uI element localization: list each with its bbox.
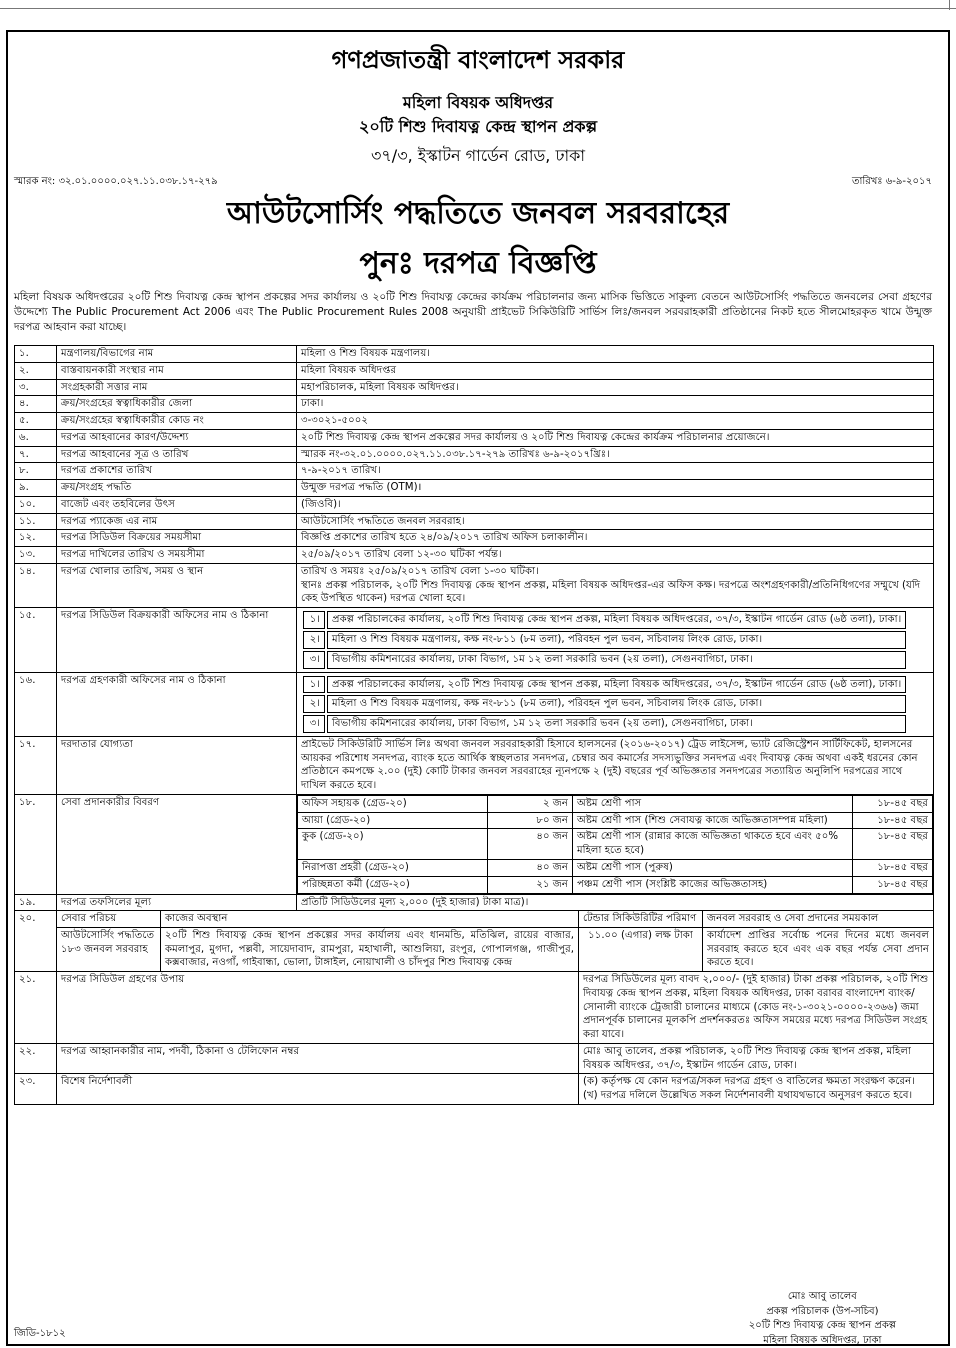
table-row: ১৩. দরপত্র দাখিলের তারিখ ও সময়সীমা ২৫/০৯/২০১৭ তারিখ বেলা ১২-৩০ ঘটিকা পর্যন্ত। — [15, 547, 934, 564]
table-row: ১৫. দরপত্র সিডিউল বিক্রয়কারী অফিসের নাম ও ঠিকানা ১। প্রকল্প পরিচালকের কার্যালয়, ২০টি শিশু দিবাযত্ন কেন্দ্র স্থাপন প্রকল্প, মহিলা বিষয়ক অধিদপ্তরের, ৩৭/৩, ইস্কাটন গার্ডেন রোড (৬ষ্ঠ তলা), ঢাকা। ২। মহিলা ও শিশু বিষয়ক মন্ত্রণালয়, কক্ষ নং-৮১১ (৮ম তলা), পরিবহন পুল ভবন, সচিবালয় লিংক রোড, ঢাকা। ৩। বিভাগীয় কমিশনারের কার্যালয়, ঢাকা বিভাগ, ১ম ১২ তলা সরকারি ভবন (২য় তলা), সেগুনবাগিচা, ঢাকা। — [15, 608, 934, 672]
table-row: ১৪. দরপত্র খোলার তারিখ, সময় ও স্থান তারিখ ও সময়ঃ ২৫/০৯/২০১৭ তারিখ বেলা ১-৩০ ঘটিকা। স্থানঃ প্রকল্প পরিচালক, ২০টি শিশু দিবাযত্ন কেন্দ্র স্থাপন প্রকল্প, মহিলা বিষয়ক অধিদপ্তর-এর অফিস কক্ষ। দরপত্রে অংশগ্রহণকারী/প্রতিনিধিগণের সম্মুখে (যদি কেহ উপস্থিত থাকেন) দরপত্র খোলা হবে। — [15, 563, 934, 607]
staff-table — [297, 795, 933, 894]
staff-row: আয়া (গ্রেড-২০) ৮০ জন অষ্টম শ্রেণী পাস (শিশু সেবাযত্ন কাজে অভিজ্ঞতাসম্পন্ন মহিলা) ১৮-৪৫ বছর — [298, 812, 933, 829]
government-title: গণপ্রজাতন্ত্রী বাংলাদেশ সরকার — [331, 46, 625, 74]
table-row: ১২. দরপত্র সিডিউল বিক্রয়ের সময়সীমা বিজ্ঞপ্তি প্রকাশের তারিখ হতে ২৪/০৯/২০১৭ তারিখ অফিস চলাকালীন। — [15, 530, 934, 547]
top-rule — [0, 8, 956, 9]
notice-title-line2: পুনঃ দরপত্র বিজ্ঞপ্তি — [359, 246, 597, 281]
memo-number: স্মারক নং: ৩২.০১.০০০০.০২৭.১১.০৩৮.১৭-২৭৯ — [14, 176, 218, 187]
table-row: ৭. দরপত্র আহবানের সূত্র ও তারিখ স্মারক নং-৩২.০১.০০০০.০২৭.১১.০৩৮.১৭-২৭৯ তারিখঃ ৬-৯-২০১৭খ্রিঃ। — [15, 446, 934, 463]
staff-row: কুক (গ্রেড-২০) ৪০ জন অষ্টম শ্রেণী পাস (রান্নার কাজে অভিজ্ঞতা থাকতে হবে এবং ৫০% মহিলা হতে হবে) ১৮-৪৫ বছর — [298, 829, 933, 860]
signatory-designation: প্রকল্প পরিচালক (উপ-সচিব) — [766, 1305, 879, 1317]
list-item: ১। প্রকল্প পরিচালকের কার্যালয়, ২০টি শিশু দিবাযত্ন কেন্দ্র স্থাপন প্রকল্প, মহিলা বিষয়ক অধিদপ্তরের, ৩৭/৩, ইস্কাটন গার্ডেন রোড (৬ষ্ঠ তলা), ঢাকা। — [303, 611, 906, 629]
table-row: ৮. দরপত্র প্রকাশের তারিখ ৭-৯-২০১৭ তারিখ। — [15, 463, 934, 480]
corner-mark — [949, 0, 950, 10]
table-row: ১৮. সেবা প্রদানকারীর বিবরণ অফিস সহায়ক (গ্রেড-২০) ২ জন অষ্টম শ্রেণী পাস ১৮-৪৫ বছর আয়া (গ্রেড-২০) ৮০ জন অষ্টম শ্রেণী পাস (শিশু সেবাযত্ন কাজে অভিজ্ঞতাসম্পন্ন মহিলা) ১৮-৪৫ বছর কুক (গ্রেড-২০) ৪০ জন অষ্টম শ্রেণী পাস (রান্নার কাজে অভিজ্ঞতা থাকতে হবে এবং ৫০% মহিলা হতে হবে) ১৮-৪৫ বছর নিরাপত্তা প্রহরী (গ্রেড-২০) ৪০ জন অষ্টম শ্রেণী পাস (পুরুষ) ১৮-৪৫ বছর পরিচ্ছন্নতা কর্মী (গ্রেড-২০) ২১ জন পঞ্চম শ্রেণী পাস (সংশ্লিষ্ট কাজের অভিজ্ঞতাসহ) ১৮-৪৫ বছর — [15, 794, 934, 894]
tender-table-lower — [14, 910, 934, 1105]
table-row: ২২. দরপত্র আহ্বানকারীর নাম, পদবী, ঠিকানা ও টেলিফোন নম্বর মোঃ আবু তালেব, প্রকল্প পরিচালক, ২০টি শিশু দিবাযত্ন কেন্দ্র স্থাপন প্রকল্প, মহিলা বিষয়ক অধিদপ্তর, ৩৭/৩, ইস্কাটন গার্ডেন রোড, ঢাকা। — [15, 1043, 934, 1074]
staff-row: পরিচ্ছন্নতা কর্মী (গ্রেড-২০) ২১ জন পঞ্চম শ্রেণী পাস (সংশ্লিষ্ট কাজের অভিজ্ঞতাসহ) ১৮-৪৫ বছর — [298, 876, 933, 893]
table-row: ৪. ক্রয়/সংগ্রহের স্বত্বাধিকারীর জেলা ঢাকা। — [15, 396, 934, 413]
staff-row: নিরাপত্তা প্রহরী (গ্রেড-২০) ৪০ জন অষ্টম শ্রেণী পাস (পুরুষ) ১৮-৪৫ বছর — [298, 859, 933, 876]
dg-code: জিডি-১৮১২ — [14, 1328, 66, 1339]
project-name: ২০টি শিশু দিবাযত্ন কেন্দ্র স্থাপন প্রকল্প — [358, 117, 598, 136]
notice-title-line1: আউটসোর্সিং পদ্ধতিতে জনবল সরবরাহের — [226, 196, 730, 231]
table-row: ২১. দরপত্র সিডিউল গ্রহণের উপায় দরপত্র সিডিউলের মূল্য বাবদ ২,০০০/- (দুই হাজার) টাকা প্রকল্প পরিচালক, ২০টি শিশু দিবাযত্ন কেন্দ্র স্থাপন প্রকল্প, মহিলা বিষয়ক অধিদপ্তর, ঢাকা বরাবর বাংলাদেশ ব্যাংক/সোনালী ব্যাংকে ট্রেজারী চালানের মাধ্যমে (কোড নং-১-৩০২১-০০০০-২৩৬৬) জমা প্রদানপূর্বক চালানের মূলকপি প্রদর্শনকরতঃ অফিস সময়ের মধ্যে দরপত্র সিডিউল সংগ্রহ করা যাবে। — [15, 972, 934, 1044]
table-row: ৫. ক্রয়/সংগ্রহের স্বত্বাধিকারীর কোড নং ৩-৩০২১-৫০০২ — [15, 413, 934, 430]
table-row: ২. বাস্তবায়নকারী সংস্থার নাম মহিলা বিষয়ক অধিদপ্তর — [15, 362, 934, 379]
table-row: ৩. সংগ্রহকারী সত্তার নাম মহাপরিচালক, মহিলা বিষয়ক অধিদপ্তর। — [15, 379, 934, 396]
table-row: ১০. বাজেট এবং তহবিলের উৎস (জিওবি)। — [15, 496, 934, 513]
table-row: ১. মন্ত্রণালয়/বিভাগের নাম মহিলা ও শিশু বিষয়ক মন্ত্রণালয়। — [15, 346, 934, 363]
department-name: মহিলা বিষয়ক অধিদপ্তর — [402, 93, 554, 112]
intro-paragraph: মহিলা বিষয়ক অধিদপ্তরের ২০টি শিশু দিবাযত্ন কেন্দ্র স্থাপন প্রকল্পের সদর কার্যালয় ও ২০টি শিশু দিবাযত্ন কেন্দ্রের কার্যক্রম পরিচালনার জন্য মাসিক ভিত্তিতে সাকুল্য বেতনে আউটসোর্সিং পদ্ধতিতে জনবলের সেবা গ্রহণের উদ্দেশ্যে The Public Procurement Act 2006 এবং The Public Procurement Rules 2008 অনুযায়ী প্রাইভেট সিকিউরিটি সার্ভিস লিঃ/জনবল সরবরাহকারী প্রতিষ্ঠানের নিকট হতে সীলমোহরকৃত খামে উন্মুক্ত দরপত্র আহবান করা যাচ্ছে। — [14, 291, 932, 334]
table-row: ২০. সেবার পরিচয় কাজের অবস্থান টেন্ডার সিকিউরিটির পরিমাণ জনবল সরবরাহ ও সেবা প্রদানের সময়কাল — [15, 911, 934, 928]
signatory-project: ২০টি শিশু দিবাযত্ন কেন্দ্র স্থাপন প্রকল্প — [748, 1320, 896, 1331]
table-row: ১১. দরপত্র প্যাকেজ এর নাম আউটসোর্সিং পদ্ধতিতে জনবল সরবরাহ। — [15, 513, 934, 530]
tender-table — [14, 345, 934, 911]
list-item: ১। প্রকল্প পরিচালকের কার্যালয়, ২০টি শিশু দিবাযত্ন কেন্দ্র স্থাপন প্রকল্প, মহিলা বিষয়ক অধিদপ্তরের, ৩৭/৩, ইস্কাটন গার্ডেন রোড (৬ষ্ঠ তলা), ঢাকা। — [303, 676, 906, 694]
list-item: ২। মহিলা ও শিশু বিষয়ক মন্ত্রণালয়, কক্ষ নং-৮১১ (৮ম তলা), পরিবহন পুল ভবন, সচিবালয় লিংক রোড, ঢাকা। — [303, 695, 906, 713]
address-list — [301, 674, 908, 735]
address-list — [301, 609, 908, 670]
notice-date: তারিখঃ ৬-৯-২০১৭ — [851, 176, 932, 187]
signatory-office: মহিলা বিষয়ক অধিদপ্তর, ঢাকা — [763, 1334, 882, 1346]
table-row: ১৬. দরপত্র গ্রহণকারী অফিসের নাম ও ঠিকানা ১। প্রকল্প পরিচালকের কার্যালয়, ২০টি শিশু দিবাযত্ন কেন্দ্র স্থাপন প্রকল্প, মহিলা বিষয়ক অধিদপ্তরের, ৩৭/৩, ইস্কাটন গার্ডেন রোড (৬ষ্ঠ তলা), ঢাকা। ২। মহিলা ও শিশু বিষয়ক মন্ত্রণালয়, কক্ষ নং-৮১১ (৮ম তলা), পরিবহন পুল ভবন, সচিবালয় লিংক রোড, ঢাকা। ৩। বিভাগীয় কমিশনারের কার্যালয়, ঢাকা বিভাগ, ১ম ১২ তলা সরকারি ভবন (২য় তলা), সেগুনবাগিচা, ঢাকা। — [15, 672, 934, 736]
office-address: ৩৭/৩, ইস্কাটন গার্ডেন রোড, ঢাকা — [371, 146, 585, 165]
list-item: ২। মহিলা ও শিশু বিষয়ক মন্ত্রণালয়, কক্ষ নং-৮১১ (৮ম তলা), পরিবহন পুল ভবন, সচিবালয় লিংক রোড, ঢাকা। — [303, 631, 906, 649]
list-item: ৩। বিভাগীয় কমিশনারের কার্যালয়, ঢাকা বিভাগ, ১ম ১২ তলা সরকারি ভবন (২য় তলা), সেগুনবাগিচা, ঢাকা। — [303, 715, 906, 733]
table-row: ৬. দরপত্র আহবানের কারণ/উদ্দেশ্য ২০টি শিশু দিবাযত্ন কেন্দ্র স্থাপন প্রকল্পের সদর কার্যালয় ও ২০টি শিশু দিবাযত্ন কেন্দ্রের কার্যক্রম পরিচালনার প্রয়োজনে। — [15, 429, 934, 446]
table-row: ১৭. দরদাতার যোগ্যতা প্রাইভেট সিকিউরিটি সার্ভিস লিঃ অথবা জনবল সরবরাহকারী হিসাবে হালসনের (২০১৬-২০১৭) ট্রেড লাইসেন্স, ভ্যাট রেজিস্ট্রেশন সার্টিফিকেট, হালসনের আয়কর পরিশোধ সনদপত্র, ব্যাংক হতে আর্থিক স্বচ্ছলতার সনদপত্র, চেম্বার অব কমার্সের সদস্যভুক্তির সনদপত্র এবং দিবাযত্ন কেন্দ্র অথবা একই ধরনের কোন প্রতিষ্ঠানে কমপক্ষে ২.০০ (দুই) কোটি টাকার জনবল সরবরাহের ন্যূনপক্ষে ২ (দুই) বছরের পূর্ব অভিজ্ঞতার সনদপত্রের সত্যায়িত অনুলিপি দরপত্রের সাথে দাখিল করতে হবে। — [15, 736, 934, 794]
signatory-name: মোঃ আবু তালেব — [787, 1291, 857, 1302]
staff-row: অফিস সহায়ক (গ্রেড-২০) ২ জন অষ্টম শ্রেণী পাস ১৮-৪৫ বছর — [298, 795, 933, 812]
list-item: ৩। বিভাগীয় কমিশনারের কার্যালয়, ঢাকা বিভাগ, ১ম ১২ তলা সরকারি ভবন (২য় তলা), সেগুনবাগিচা, ঢাকা। — [303, 651, 906, 669]
table-row: ৯. ক্রয়/সংগ্রহ পদ্ধতি উন্মুক্ত দরপত্র পদ্ধতি (OTM)। — [15, 480, 934, 497]
signature-block — [749, 1290, 896, 1348]
table-row: ২৩. বিশেষ নির্দেশাবলী (ক) কর্তৃপক্ষ যে কোন দরপত্র/সকল দরপত্র গ্রহণ ও বাতিলের ক্ষমতা সংরক্ষণ করেন। (খ) দরপত্র দলিলে উল্লেখিত সকল নির্দেশনাবলী যথাযথভাবে অনুসরণ করতে হবে। — [15, 1074, 934, 1105]
table-row: ১৯. দরপত্র তফসিলের মূল্য প্রতিটি সিডিউলের মূল্য ২,০০০ (দুই হাজার) টাকা মাত্র)। — [15, 894, 934, 911]
table-row: আউটসোর্সিং পদ্ধতিতে ১৮৩ জনবল সরবরাহ ২০টি শিশু দিবাযত্ন কেন্দ্র স্থাপন প্রকল্পের সদর কার্যালয় এবং ধানমন্ডি, মতিঝিল, রায়ের বাজার, কমলাপুর, মুগদা, পল্লবী, সায়েদাবাদ, রামপুরা, মহাখালী, আশুলিয়া, রংপুর, গোপালগঞ্জ, গাজীপুর, কক্সবাজার, নওগাঁ, গাইবান্ধা, ভোলা, টাঙ্গাইল, নোয়াখালী ও চাঁদপুর শিশু দিবাযত্ন কেন্দ্র ১১.০০ (এগার) লক্ষ টাকা কার্যাদেশ প্রাপ্তির সর্বোচ্চ পনের দিনের মধ্যে জনবল সরবরাহ করতে হবে এবং এক বছর পর্যন্ত সেবা প্রদান করতে হবে। — [15, 927, 934, 971]
